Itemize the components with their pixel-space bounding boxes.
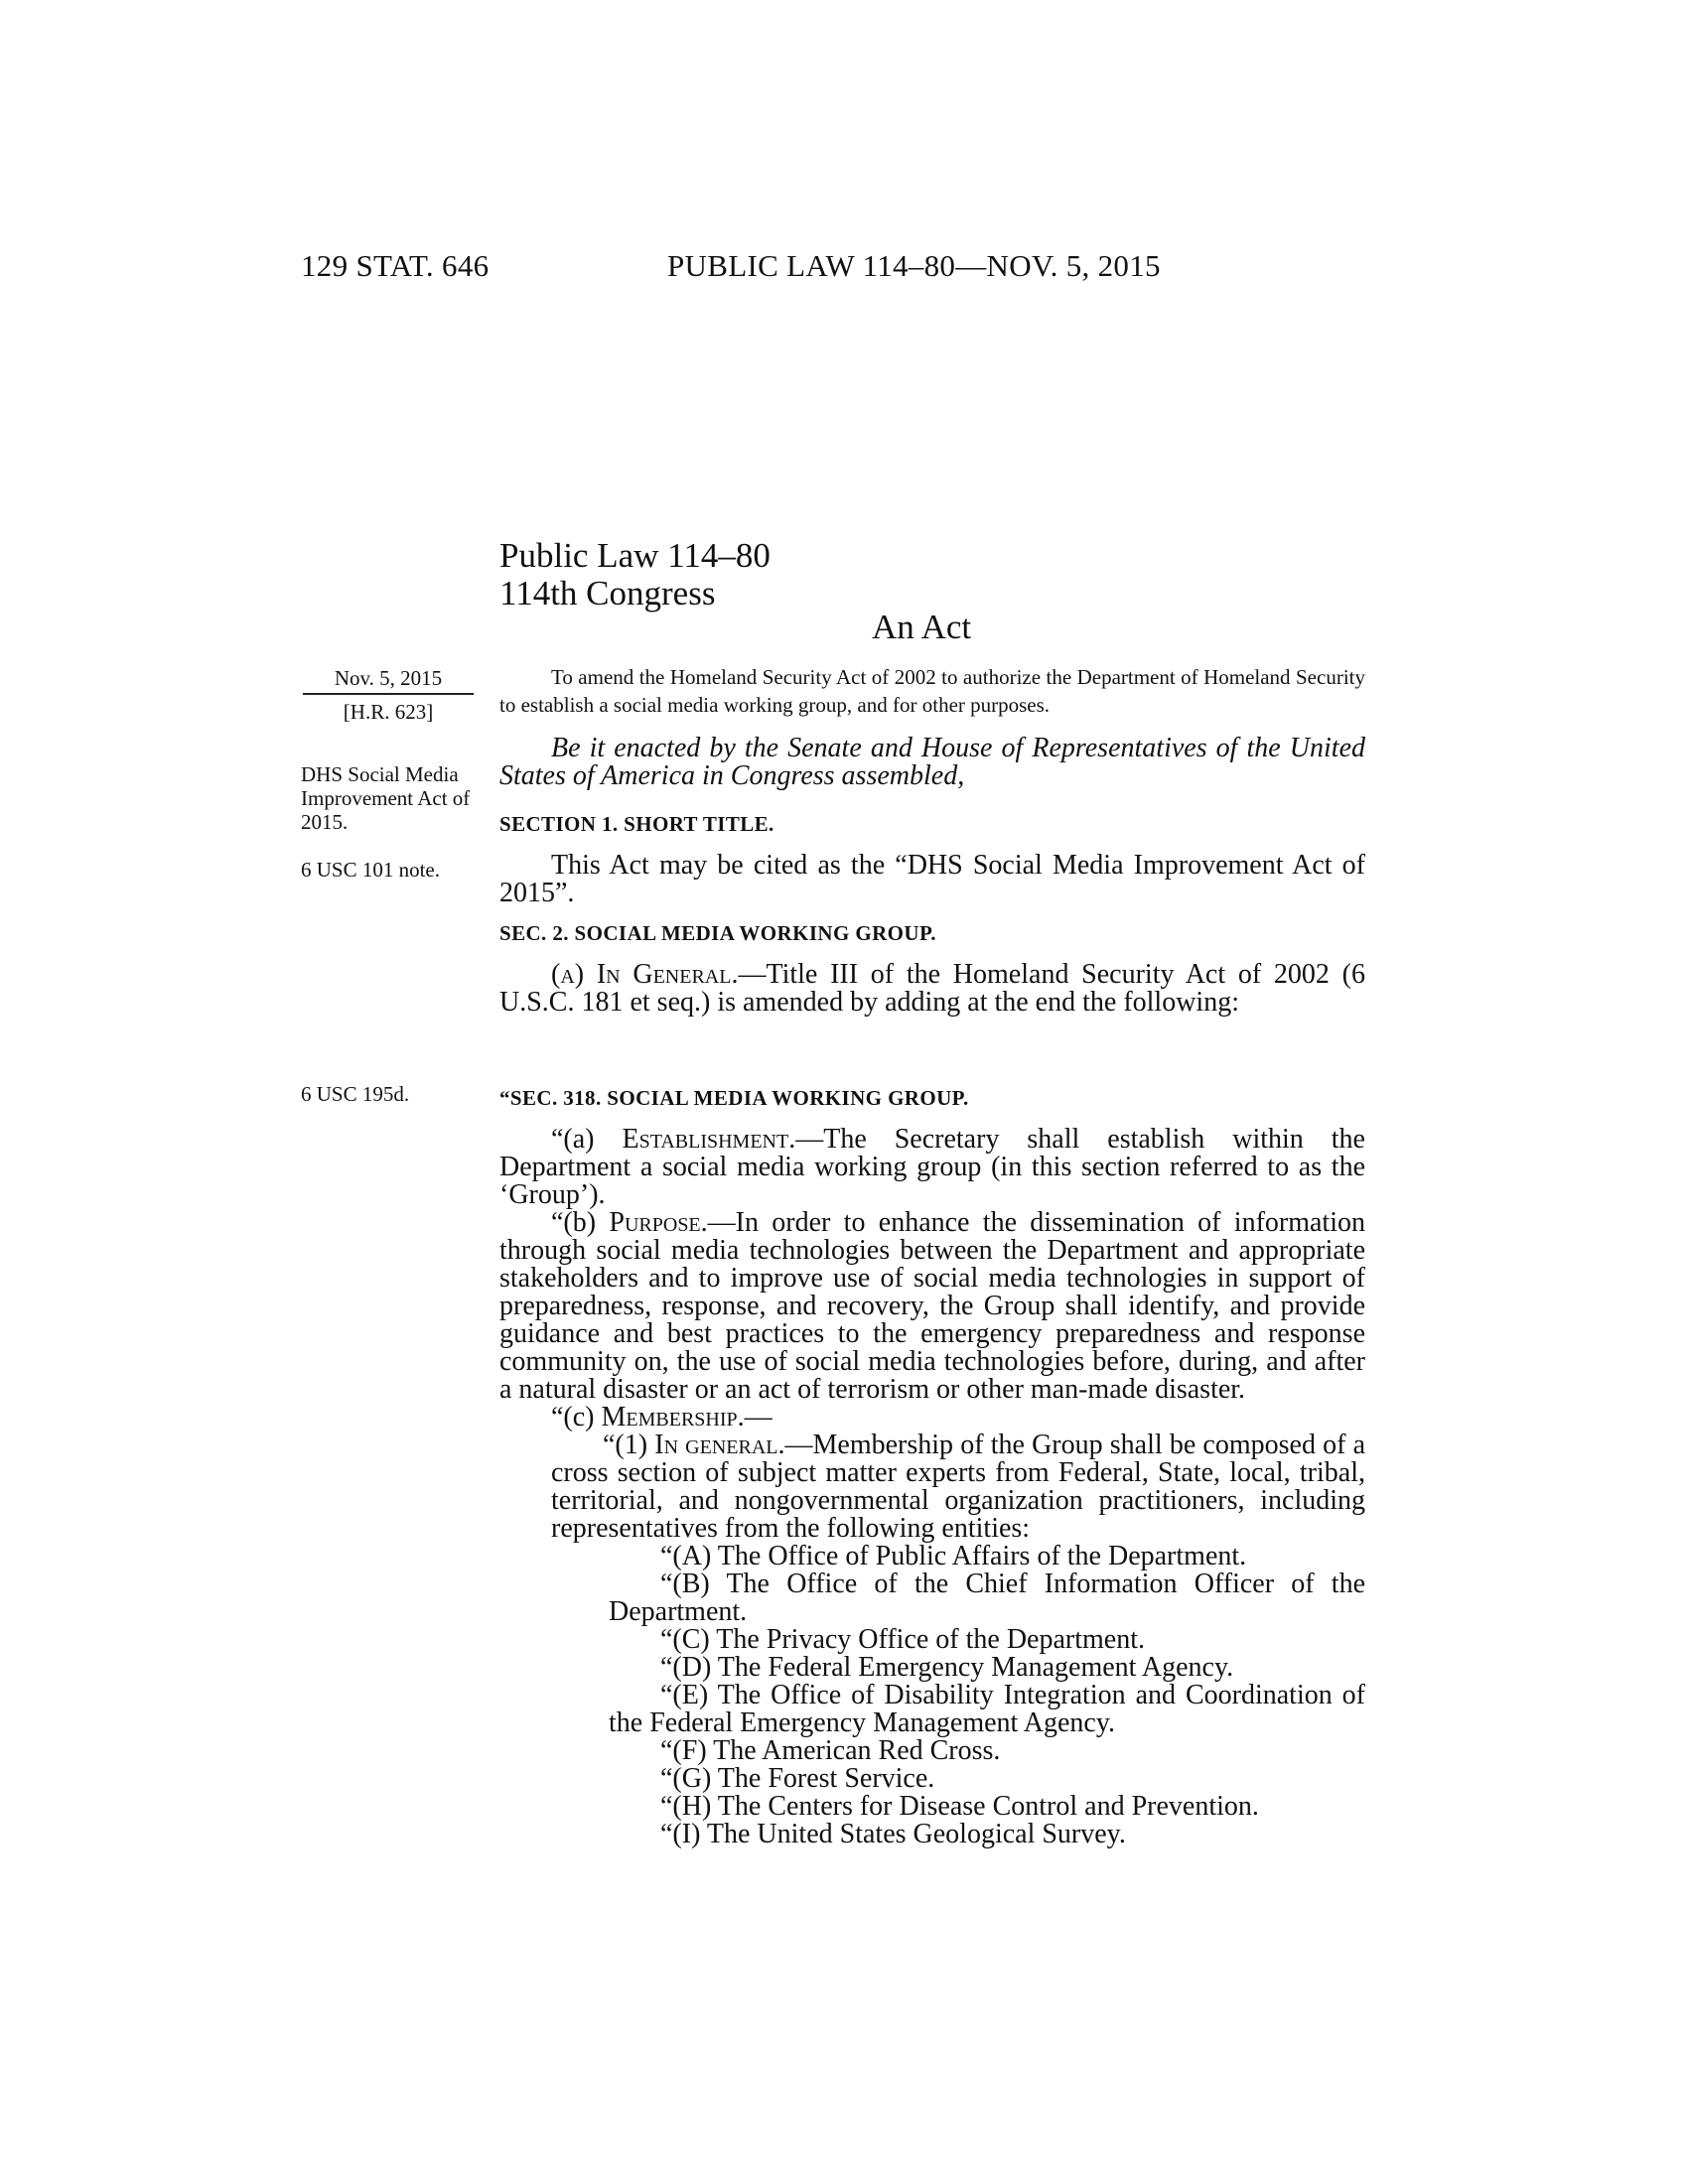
entity-b: “(B) The Office of the Chief Information Officer of the Department.: [609, 1569, 1365, 1627]
section-318-c-1: [499, 1432, 1365, 1543]
purpose-text: To amend the Homeland Security Act of 2002 to authorize the Department of Homeland Security to establish a social media working group, and for other purposes.: [499, 665, 1365, 717]
section-318-c: [499, 1404, 1365, 1432]
section-318-b: [499, 1209, 1365, 1404]
date-divider: [303, 693, 474, 695]
section-1-heading: SECTION 1. SHORT TITLE.: [499, 812, 774, 836]
section-318-b-label: Purpose: [609, 1207, 701, 1238]
section-318-c-label: Membership: [601, 1402, 738, 1433]
section-318-a-text: .—The Secretary shall establish within the Department a social media working group (in this section referred to as the ‘Group’).: [499, 1124, 1365, 1210]
section-318-a-open: “(a): [551, 1124, 623, 1155]
law-number: Public Law 114–80: [499, 536, 771, 575]
entity-d: “(D) The Federal Emergency Management Agency.: [660, 1652, 1234, 1683]
bill-number: [H.R. 623]: [343, 700, 434, 724]
section-1-text: This Act may be cited as the “DHS Social Media Improvement Act of 2015”.: [499, 850, 1365, 908]
section-318-a: [499, 1126, 1365, 1209]
enacting-text: Be it enacted by the Senate and House of Representatives of the United States of America in Congress assembled,: [499, 733, 1365, 791]
page-number: 129 STAT. 646: [301, 248, 490, 283]
entity-e: “(E) The Office of Disability Integration and Coordination of the Federal Emergency Management Agency.: [609, 1680, 1365, 1738]
margin-note-usc-101: 6 USC 101 note.: [301, 858, 441, 882]
entity-i: “(I) The United States Geological Survey.: [660, 1819, 1126, 1849]
act-label: An Act: [872, 608, 972, 646]
running-title: PUBLIC LAW 114–80—NOV. 5, 2015: [667, 248, 1161, 283]
section-318-c-1-open: “(1): [603, 1430, 655, 1460]
enactment-date: Nov. 5, 2015: [334, 666, 443, 690]
margin-note-short-title: DHS Social Media Improvement Act of 2015.: [301, 762, 471, 834]
section-318-c-1-label: In general: [654, 1430, 778, 1460]
congress: 114th Congress: [499, 574, 716, 613]
entity-c: “(C) The Privacy Office of the Department.: [660, 1624, 1146, 1655]
section-318-c-open: “(c): [551, 1402, 602, 1433]
margin-note-usc-195d: 6 USC 195d.: [301, 1082, 410, 1106]
entity-h: “(H) The Centers for Disease Control and Prevention.: [660, 1791, 1259, 1822]
section-2-heading: SEC. 2. SOCIAL MEDIA WORKING GROUP.: [499, 921, 936, 945]
purpose-clause: [499, 663, 1365, 719]
section-318-c-1-text: .—Membership of the Group shall be composed of a cross section of subject matter experts from Federal, State, local, tribal, territorial, and nongovernmental organization practitioners, including representatives from the following entities:: [551, 1430, 1366, 1544]
section-2-a-label: (a) In General: [551, 959, 732, 990]
section-2-a-text: .—Title III of the Homeland Security Act of 2002 (6 U.S.C. 181 et seq.) is amended by adding at the end the following:: [499, 959, 1365, 1018]
entity-f: “(F) The American Red Cross.: [660, 1735, 1001, 1766]
section-318-heading: “SEC. 318. SOCIAL MEDIA WORKING GROUP.: [499, 1086, 969, 1110]
section-318-b-open: “(b): [551, 1207, 610, 1238]
section-318: [499, 1084, 1365, 1848]
entity-g: “(G) The Forest Service.: [660, 1763, 935, 1794]
section-2: [499, 919, 1365, 1017]
section-1: [499, 810, 1365, 907]
date-box: [303, 665, 474, 725]
section-318-b-text: .—In order to enhance the dissemination of information through social media technologies between the Department and appropriate stakeholders and to improve use of social media technologies in support of preparedness, response, and recovery, the Group shall identify, and provide guidance and best practices to the emergency preparedness and response community on, the use of social media technologies before, during, and after a natural disaster or an act of terrorism or other man-made disaster.: [499, 1207, 1365, 1405]
section-2-a: [499, 961, 1365, 1017]
entity-a: “(A) The Office of Public Affairs of the Department.: [660, 1541, 1247, 1571]
section-318-c-dash: .—: [737, 1402, 773, 1433]
enacting-clause: [499, 735, 1365, 790]
section-318-a-label: Establishment: [622, 1124, 789, 1155]
